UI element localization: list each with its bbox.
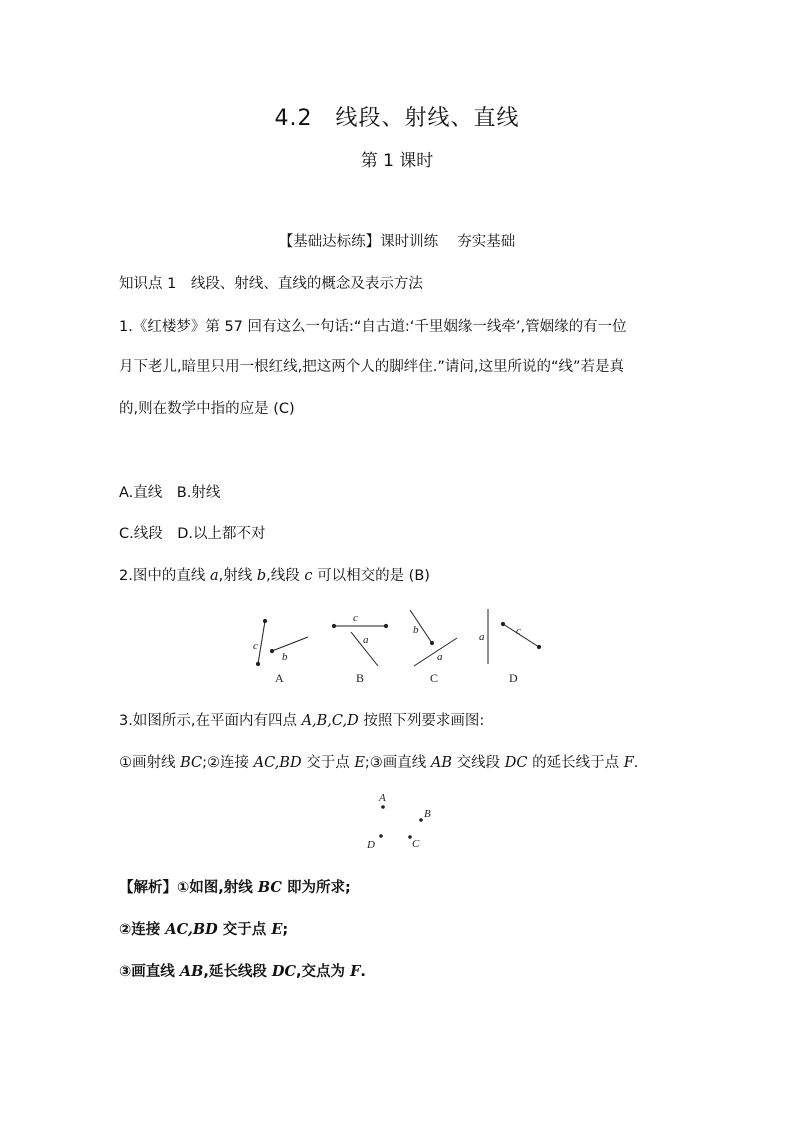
q3-var: AC,BD [253, 755, 302, 771]
q2-text: 可以相交的是 (B) [312, 568, 430, 584]
ray-b [272, 637, 308, 651]
solution-label: 【解析】 [119, 880, 177, 896]
solution-line-3 [119, 960, 366, 981]
solution-var: AB [179, 963, 204, 980]
q3-requirements [119, 751, 638, 772]
q3-text: ;③画直线 [364, 755, 431, 771]
q3-points: A,B,C,D [301, 713, 359, 729]
endpoint [256, 662, 259, 665]
solution-var: F [350, 963, 361, 980]
q3-text: . [633, 755, 639, 771]
line-a [414, 638, 457, 666]
solution-text: 即为所求; [281, 880, 351, 896]
q3-text: 交线段 [452, 755, 505, 771]
label-c: c [516, 625, 521, 637]
label-a: a [363, 634, 369, 646]
var-a: a [209, 568, 219, 584]
endpoint [430, 641, 433, 644]
q3-text: ①画射线 [119, 755, 181, 771]
solution-text: 交于点 [217, 922, 272, 938]
q2-text: ,射线 [218, 568, 257, 584]
q2-text: 2.图中的直线 [119, 568, 210, 584]
q3-var: BC [180, 755, 203, 771]
q1-line-2: 月下老儿,暗里只用一根红线,把这两个人的脚绊住.”请问,这里所说的“线”若是真 [119, 359, 624, 375]
label-point-d: D [367, 839, 375, 851]
label-b: b [413, 624, 419, 636]
label-c: c [353, 612, 358, 624]
solution-text: ②连接 [119, 922, 166, 938]
point-a [381, 805, 385, 809]
q3-var: F [623, 755, 634, 771]
label-a: a [479, 631, 485, 643]
q3-text: 交于点 [301, 755, 355, 771]
solution-text: ; [282, 922, 289, 938]
q3-text: 3.如图所示,在平面内有四点 [119, 713, 302, 729]
q3-figure [366, 792, 431, 851]
page-title: 4.2 线段、射线、直线 [274, 106, 520, 131]
label-point-c: C [412, 838, 420, 850]
label-c: c [253, 640, 258, 652]
q3-var: AB [430, 755, 453, 771]
figure-b [332, 612, 387, 685]
solution-var: AC,BD [165, 921, 218, 938]
q2-text: ,线段 [266, 568, 305, 584]
solution-line-2 [119, 918, 288, 939]
segment-c [258, 621, 265, 664]
solution-var: BC [257, 879, 282, 896]
var-b: b [256, 568, 267, 584]
section-heading: 【基础达标练】课时训练 夯实基础 [278, 234, 516, 250]
figure-label-a: A [275, 671, 284, 685]
q3-var: E [354, 755, 365, 771]
figure-c [410, 610, 457, 685]
label-b: b [282, 651, 288, 663]
q1-line-1: 1.《红楼梦》第 57 回有这么一句话:“自古道:‘千里姻缘一线牵’,管姻缘的有一位 [119, 319, 627, 335]
solution-var: E [271, 921, 283, 938]
label-point-a: A [379, 792, 386, 804]
endpoint [270, 649, 273, 652]
figure-label-b: B [356, 671, 365, 685]
label-point-b: B [424, 808, 431, 820]
figure-label-c: C [430, 671, 439, 685]
point-b [419, 818, 423, 822]
solution-text: ①如图,射线 [177, 880, 258, 896]
figure-a [253, 619, 308, 685]
q1-options-1: A.直线 B.射线 [119, 485, 221, 501]
figure-d [479, 609, 541, 685]
q1-line-3: 的,则在数学中指的应是 (C) [119, 401, 295, 417]
solution-text: ③画直线 [119, 964, 180, 980]
knowledge-point: 知识点 1 线段、射线、直线的概念及表示方法 [119, 276, 423, 292]
endpoint [537, 645, 540, 648]
solution-var: DC [271, 963, 297, 980]
solution-line-1 [119, 876, 351, 897]
figure-label-d: D [509, 671, 518, 685]
solution-text: . [360, 964, 366, 980]
page-subtitle: 第 1 课时 [360, 151, 434, 171]
q3-var: DC [504, 755, 528, 771]
q3-text: ;②连接 [202, 755, 254, 771]
solution-text: ,延长线段 [203, 964, 272, 980]
q3-stem [119, 709, 484, 730]
q3-text: 的延长线于点 [527, 755, 624, 771]
endpoint [332, 624, 335, 627]
endpoint [384, 624, 387, 627]
q1-options-2: C.线段 D.以上都不对 [119, 526, 266, 542]
endpoint [263, 619, 266, 622]
endpoint [501, 622, 504, 625]
point-d [379, 834, 383, 838]
q3-text: 按照下列要求画图: [358, 713, 485, 729]
var-c: c [304, 568, 313, 584]
solution-text: ,交点为 [296, 964, 351, 980]
label-a: a [437, 651, 443, 663]
segment-c [503, 624, 539, 647]
